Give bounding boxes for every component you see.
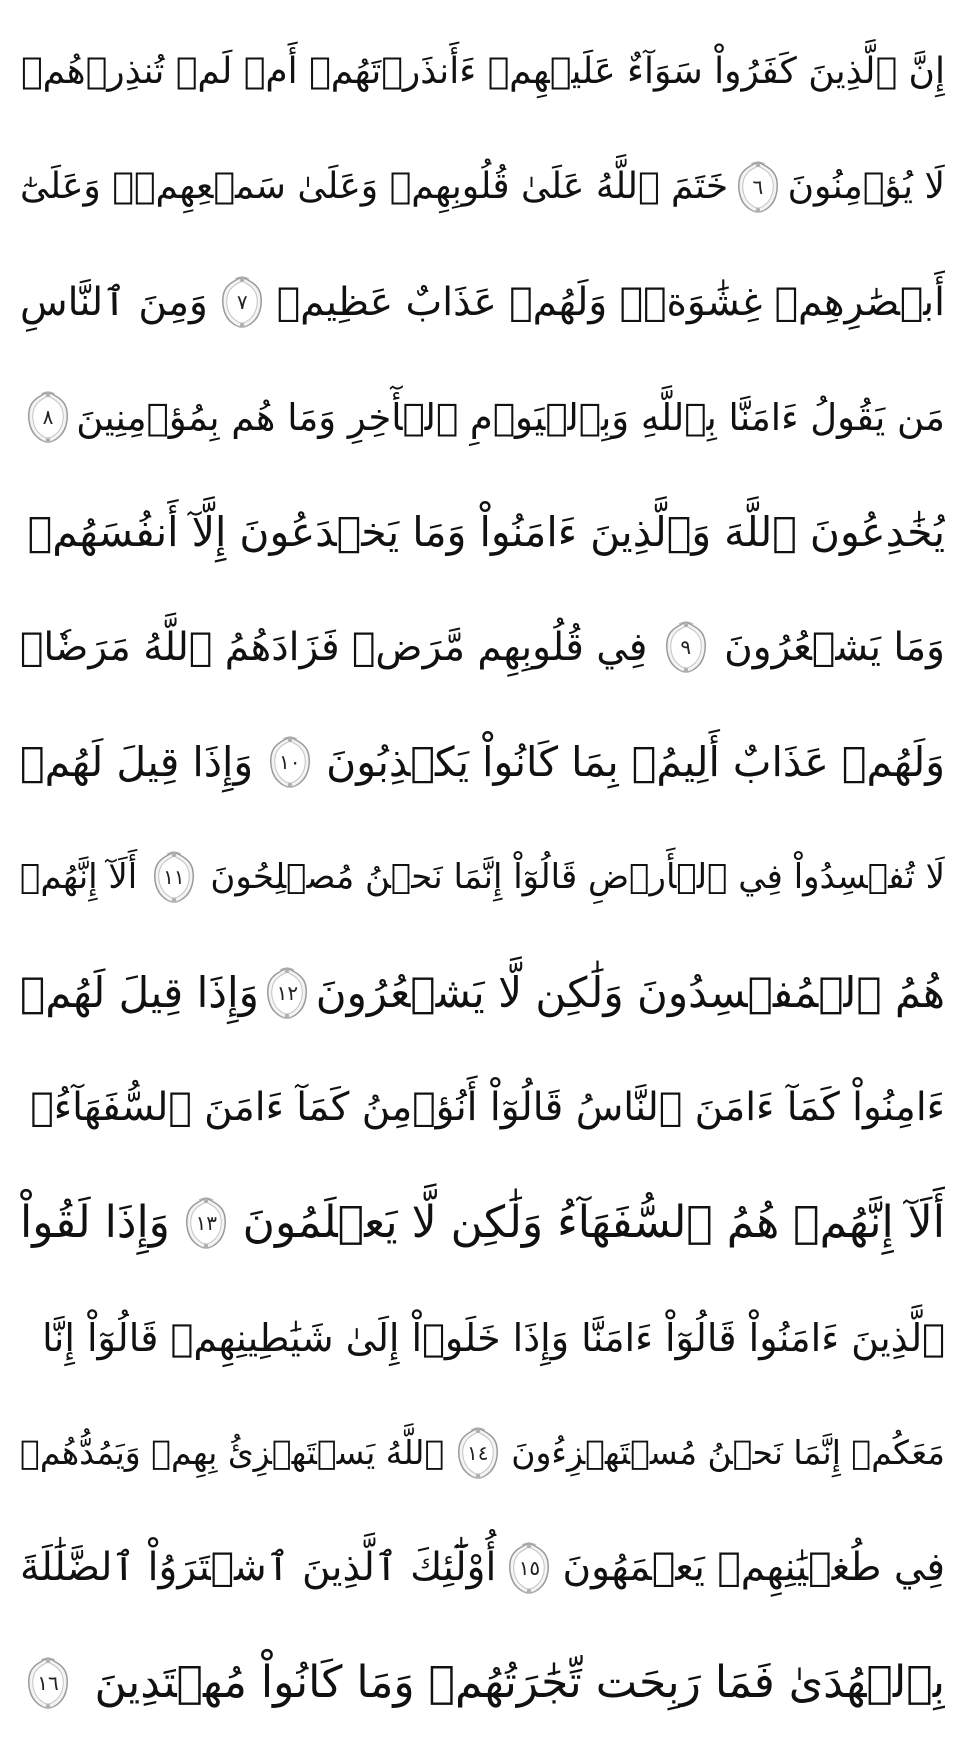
text-line	[20, 137, 945, 237]
verse-text: يُخَٰدِعُونَ ٱللَّهَ وَٱلَّذِينَ ءَامَنُواْ وَمَا يَخۡدَعُونَ إِلَّآ أَنفُسَهُمۡ	[27, 507, 945, 556]
verse-text: أَبۡصَٰرِهِمۡ غِشَٰوَةٞۖ وَلَهُمۡ عَذَابٌ عَظِيمٞ	[276, 279, 945, 325]
text-line	[20, 22, 945, 122]
verse-text: أُوْلَٰٓئِكَ ٱلَّذِينَ ٱشۡتَرَوُاْ ٱلضَّلَٰلَةَ	[20, 1545, 497, 1591]
verse-text: أَلَآ إِنَّهُمۡ	[20, 857, 138, 898]
verse-number-marker	[456, 1426, 500, 1480]
verse-number: ١٦	[37, 1670, 59, 1695]
verse-number-marker	[507, 1541, 551, 1595]
verse-number-marker	[736, 160, 780, 214]
verse-number: ٩	[680, 635, 692, 660]
verse-text: مَن يَقُولُ ءَامَنَّا بِٱللَّهِ وَبِٱلۡيَوۡمِ ٱلۡأٓخِرِ وَمَا هُم بِمُؤۡمِنِينَ	[76, 395, 945, 439]
verse-text: وَإِذَا قِيلَ لَهُمۡ	[20, 737, 254, 786]
verse-text: فِي طُغۡيَٰنِهِمۡ يَعۡمَهُونَ	[562, 1545, 945, 1591]
verse-number: ١٢	[276, 980, 299, 1005]
verse-number-marker	[26, 1656, 70, 1710]
verse-text: فِي قُلُوبِهِم مَّرَضٞ فَزَادَهُمُ ٱللَّهُ مَرَضٗاۖ	[20, 624, 648, 670]
verse-number: ١١	[163, 865, 185, 890]
verse-text: وَمَا يَشۡعُرُونَ	[724, 624, 945, 670]
verse-number: ٨	[42, 405, 54, 430]
verse-text: وَإِذَا لَقُواْ	[20, 1196, 170, 1248]
verse-text: وَمِنَ ٱلنَّاسِ	[20, 279, 208, 325]
verse-text: وَإِذَا قِيلَ لَهُمۡ	[20, 967, 259, 1017]
verse-number-marker	[152, 850, 196, 904]
text-line	[20, 943, 945, 1043]
text-line	[20, 1403, 945, 1503]
verse-number: ١٥	[518, 1555, 541, 1580]
verse-number-marker	[664, 620, 708, 674]
verse-number-marker	[268, 735, 312, 789]
verse-number: ١٤	[467, 1440, 489, 1465]
text-line	[20, 1518, 945, 1618]
verse-text: خَتَمَ ٱللَّهُ عَلَىٰ قُلُوبِهِمۡ وَعَلَىٰ سَمۡعِهِمۡۖ وَعَلَىٰٓ	[20, 166, 729, 208]
text-line	[20, 1058, 945, 1158]
verse-text: أَلَآ إِنَّهُمۡ هُمُ ٱلسُّفَهَآءُ وَلَٰكِن لَّا يَعۡلَمُونَ	[242, 1196, 945, 1248]
text-line	[20, 597, 945, 697]
text-line	[20, 712, 945, 812]
verse-text: مَعَكُمۡ إِنَّمَا نَحۡنُ مُسۡتَهۡزِءُونَ	[511, 1433, 945, 1473]
text-line	[20, 252, 945, 352]
verse-text: وَلَهُمۡ عَذَابٌ أَلِيمُۢ بِمَا كَانُواْ يَكۡذِبُونَ	[326, 737, 945, 786]
text-line	[20, 367, 945, 467]
text-line	[20, 482, 945, 582]
verse-number: ٦	[752, 175, 764, 200]
verse-text: لَا تُفۡسِدُواْ فِي ٱلۡأَرۡضِ قَالُوٓاْ إِنَّمَا نَحۡنُ مُصۡلِحُونَ	[210, 857, 945, 898]
verse-number-marker	[220, 275, 264, 329]
verse-number: ٧	[236, 290, 248, 315]
verse-number-marker	[184, 1196, 228, 1250]
verse-number-marker	[265, 966, 309, 1020]
verse-text: إِنَّ ٱلَّذِينَ كَفَرُواْ سَوَآءٌ عَلَيۡهِمۡ ءَأَنذَرۡتَهُمۡ أَمۡ لَمۡ تُنذِرۡهُمۡ	[21, 51, 945, 92]
verse-text: هُمُ ٱلۡمُفۡسِدُونَ وَلَٰكِن لَّا يَشۡعُرُونَ	[315, 967, 945, 1017]
verse-number-marker	[26, 390, 70, 444]
text-line	[20, 1173, 945, 1273]
verse-number: ١٣	[195, 1210, 218, 1235]
verse-text: بِٱلۡهُدَىٰ فَمَا رَبِحَت تِّجَٰرَتُهُمۡ وَمَا كَانُواْ مُهۡتَدِينَ	[94, 1656, 945, 1708]
verse-text: ٱللَّهُ يَسۡتَهۡزِئُ بِهِمۡ وَيَمُدُّهُمۡ	[20, 1433, 445, 1473]
text-line	[20, 827, 945, 927]
verse-text: ٱلَّذِينَ ءَامَنُواْ قَالُوٓاْ ءَامَنَّا وَإِذَا خَلَوۡاْ إِلَىٰ شَيَٰطِينِهِمۡ قَالُوٓاْ إِنَّا	[42, 1315, 945, 1360]
verse-text: لَا يُؤۡمِنُونَ	[787, 166, 945, 208]
text-line	[20, 1633, 945, 1733]
verse-number: ١٠	[278, 750, 301, 775]
text-line	[20, 1288, 945, 1388]
verse-text: ءَامِنُواْ كَمَآ ءَامَنَ ٱلنَّاسُ قَالُوٓاْ أَنُؤۡمِنُ كَمَآ ءَامَنَ ٱلسُّفَهَآءُۗ	[30, 1085, 945, 1131]
